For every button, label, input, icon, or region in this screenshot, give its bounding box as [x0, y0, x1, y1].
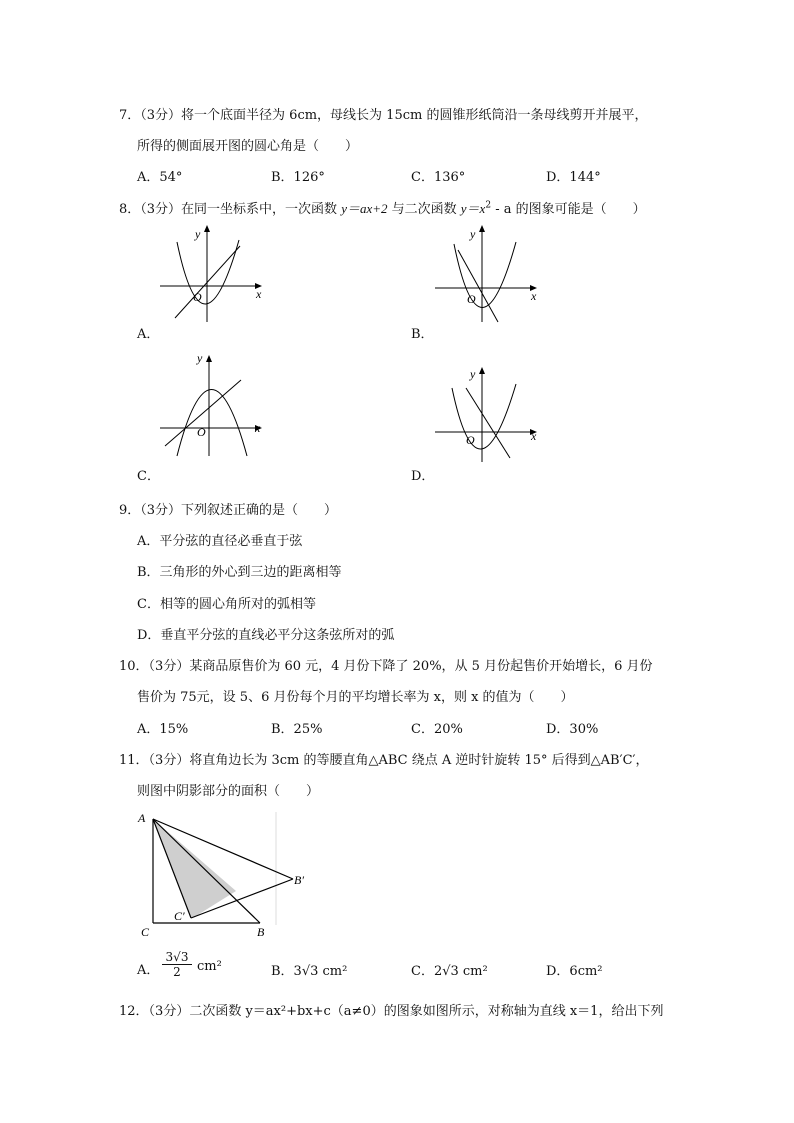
q8-a-y-label: y — [195, 227, 201, 241]
q10-option-a: A．15% — [137, 722, 189, 737]
q11-point-c: C — [141, 925, 150, 939]
q11-a-unit: cm² — [197, 959, 222, 974]
q7-option-c: C．136° — [411, 170, 466, 185]
q8-a-origin: O — [193, 290, 202, 304]
q11-stem-line1: 11．（3分）将直角边长为 3cm 的等腰直角△ABC 绕点 A 逆时针旋转 15° 后得到△AB′C′， — [119, 753, 649, 768]
q8-c-origin: O — [197, 425, 206, 439]
q10-stem-line2: 售价为 75元，设 5、6 月份每个月的平均增长率为 x，则 x 的值为（ ） — [137, 690, 574, 705]
q10-stem-line1: 10．（3分）某商品原售价为 60 元，4 月份下降了 20%，从 5 月份起售价开始增长，6 月份 — [119, 659, 653, 674]
q8-label-c: C． — [137, 469, 160, 484]
q9-option-d: D．垂直平分弦的直线必平分这条弦所对的弧 — [137, 628, 395, 643]
q9-stem: 9．（3分）下列叙述正确的是（ ） — [119, 503, 338, 518]
q7-option-b: B．126° — [271, 170, 325, 185]
q12-stem-line1: 12．（3分）二次函数 y＝ax²+bx+c（a≠0）的图象如图所示，对称轴为直线 x＝1，给出下列 — [119, 1004, 664, 1019]
q11-point-c-prime: C′ — [174, 909, 185, 923]
q8-b-origin: O — [467, 292, 476, 306]
q9-option-c: C．相等的圆心角所对的弧相等 — [137, 597, 316, 612]
q8-b-x-label: x — [531, 289, 537, 303]
q8-d-y-label: y — [470, 367, 476, 381]
q9-option-b: B．三角形的外心到三边的距离相等 — [137, 565, 342, 580]
q8-stem: 8．（3分）在同一坐标系中，一次函数 y＝ax+2 与二次函数 $y=x^2 - a$ 的图象可能是（ ） — [119, 200, 646, 217]
q8-label-a: A． — [137, 327, 160, 342]
q11-option-d: D．6cm² — [546, 964, 603, 979]
q7-stem-line2: 所得的侧面展开图的圆心角是（ ） — [137, 139, 359, 154]
q11-a-numerator: 3√3 — [162, 950, 192, 965]
q8-label-b: B． — [411, 327, 434, 342]
q7-stem-line1: 7．（3分）将一个底面半径为 6cm，母线长为 15cm 的圆锥形纸筒沿一条母线剪开并展平， — [119, 108, 648, 123]
q11-figure — [136, 810, 304, 940]
q11-point-a: A — [138, 811, 146, 825]
q8-graph-d — [430, 362, 550, 462]
q8-b-y-label: y — [470, 227, 476, 241]
q10-option-c: C．20% — [411, 722, 463, 737]
q8-d-origin: O — [466, 433, 475, 447]
q7-option-d: D．144° — [546, 170, 601, 185]
q10-option-b: B．25% — [271, 722, 323, 737]
q11-option-c: C．2√3 cm² — [411, 964, 488, 979]
q8-a-x-label: x — [256, 287, 262, 301]
q11-a-denominator: 2 — [173, 965, 181, 979]
q9-option-a: A．平分弦的直径必垂直于弦 — [137, 534, 303, 549]
q10-option-d: D．30% — [546, 722, 599, 737]
q8-c-y-label: y — [197, 351, 203, 365]
q11-point-b: B — [257, 925, 265, 939]
q11-stem-line2: 则图中阴影部分的面积（ ） — [137, 784, 320, 799]
q8-d-x-label: x — [531, 429, 537, 443]
q8-c-x-label: x — [255, 421, 261, 435]
q8-graph-c — [155, 348, 275, 458]
q8-graph-a — [155, 222, 275, 322]
q7-option-a: A．54° — [137, 170, 183, 185]
q11-option-b: B．3√3 cm² — [271, 964, 348, 979]
q8-label-d: D． — [411, 469, 435, 484]
q8-graph-b — [430, 222, 550, 322]
q11-point-b-prime: B′ — [294, 873, 304, 887]
